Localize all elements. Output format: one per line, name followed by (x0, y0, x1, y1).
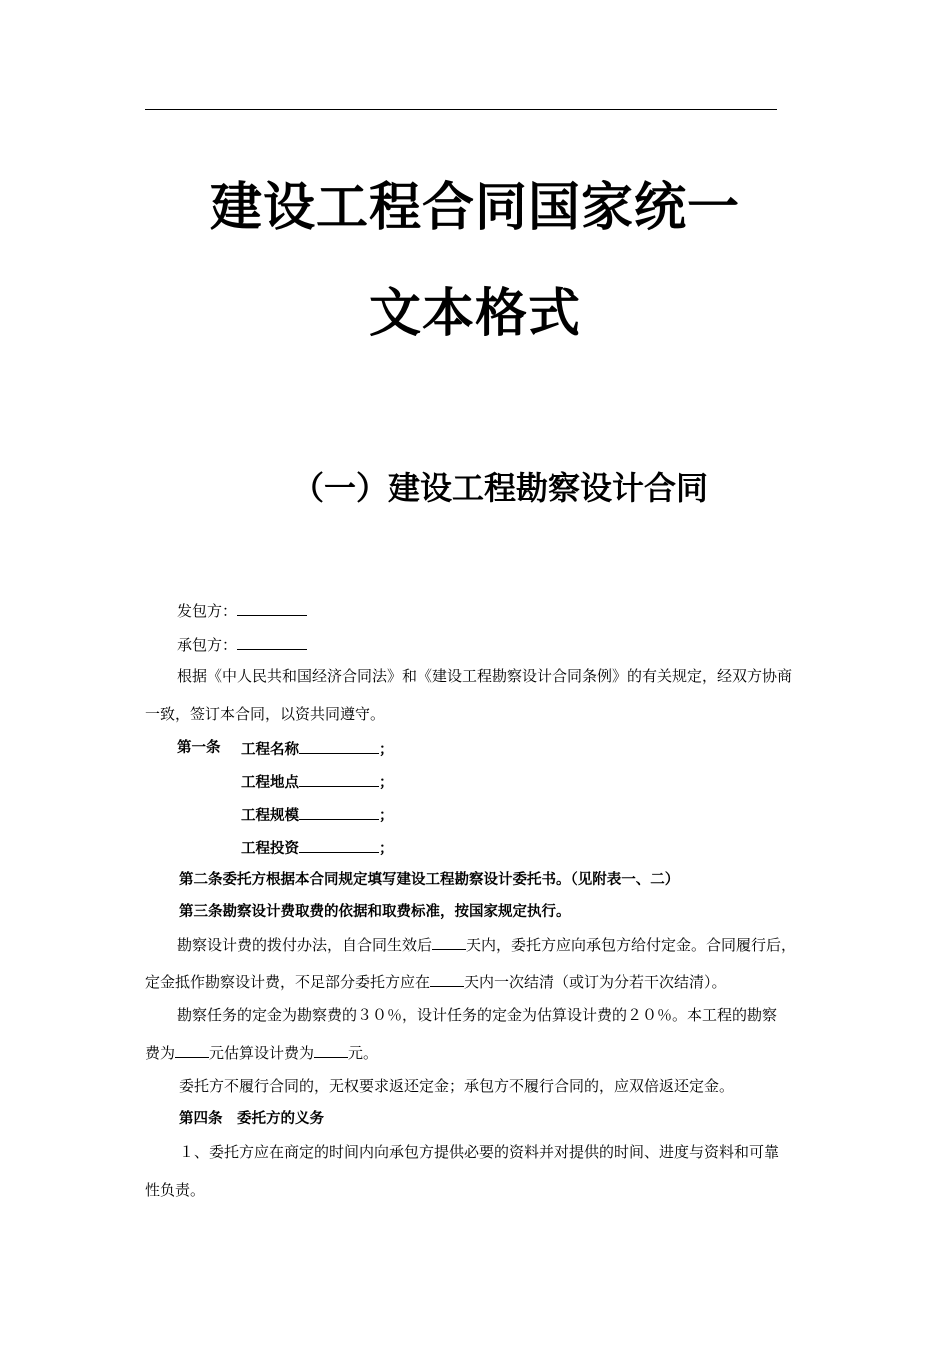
deposit-text: 元。 (348, 1044, 379, 1062)
article-3-heading: 第三条勘察设计费取费的依据和取费标准，按国家规定执行。 (179, 904, 571, 920)
contractor-line (177, 634, 307, 655)
item-end-mark: ； (379, 841, 394, 857)
article-4-item-1-line-2: 性负责。 (145, 1181, 206, 1199)
article-1-heading: 第一条 (177, 740, 221, 756)
project-location-label: 工程地点 (241, 775, 299, 791)
project-location-blank[interactable] (299, 771, 379, 787)
survey-fee-blank[interactable] (175, 1042, 209, 1058)
item-end-mark: ； (379, 775, 394, 791)
article-4-heading: 第四条 委托方的义务 (179, 1111, 324, 1127)
document-subtitle: （一）建设工程勘察设计合同 (292, 469, 709, 507)
payment-text: 定金抵作勘察设计费，不足部分委托方应在 (145, 973, 431, 991)
project-scale-label: 工程规模 (241, 808, 299, 824)
employer-label: 发包方： (177, 602, 238, 620)
project-name-label: 工程名称 (241, 742, 299, 758)
header-rule (145, 109, 777, 110)
project-scale-blank[interactable] (299, 804, 379, 820)
article-1-item-scale (241, 804, 394, 826)
article-1-item-investment (241, 837, 394, 859)
payment-text: 天内一次结清（或订为分若干次结清）。 (464, 973, 727, 991)
employer-blank[interactable] (237, 600, 307, 616)
document-title-line-2: 文本格式 (368, 284, 581, 344)
payment-text: 天内，委托方应向承包方给付定金。合同履行后， (466, 936, 797, 954)
document-title-line-1: 建设工程合同国家统一 (209, 178, 740, 238)
project-investment-label: 工程投资 (241, 841, 299, 857)
preamble-line-1: 根据《中人民共和国经济合同法》和《建设工程勘察设计合同条例》的有关规定，经双方协商 (177, 667, 793, 685)
payment-line-1 (177, 934, 796, 955)
deposit-text: 元估算设计费为 (209, 1044, 315, 1062)
article-1-item-location (241, 771, 394, 793)
design-fee-blank[interactable] (314, 1042, 348, 1058)
deposit-line-2 (145, 1042, 378, 1063)
deposit-line-1: 勘察任务的定金为勘察费的３０％，设计任务的定金为估算设计费的２０％。本工程的勘察 (177, 1006, 778, 1024)
settlement-days-blank[interactable] (430, 971, 464, 987)
preamble-line-2: 一致，签订本合同，以资共同遵守。 (145, 705, 386, 723)
payment-days-blank[interactable] (432, 934, 466, 950)
article-1-item-name (241, 738, 394, 760)
employer-line (177, 600, 307, 621)
payment-line-2 (145, 971, 727, 992)
payment-text: 勘察设计费的拨付办法，自合同生效后 (177, 936, 433, 954)
project-investment-blank[interactable] (299, 837, 379, 853)
item-end-mark: ； (379, 808, 394, 824)
project-name-blank[interactable] (299, 738, 379, 754)
article-4-item-1-line-1: １、委托方应在商定的时间内向承包方提供必要的资料并对提供的时间、进度与资料和可靠 (179, 1143, 780, 1161)
item-end-mark: ； (379, 742, 394, 758)
article-2: 第二条委托方根据本合同规定填写建设工程勘察设计委托书。（见附表一、二） (179, 872, 680, 888)
contractor-label: 承包方： (177, 636, 238, 654)
deposit-text: 费为 (145, 1044, 176, 1062)
default-clause: 委托方不履行合同的，无权要求返还定金；承包方不履行合同的，应双倍返还定金。 (179, 1077, 735, 1095)
contractor-blank[interactable] (237, 634, 307, 650)
